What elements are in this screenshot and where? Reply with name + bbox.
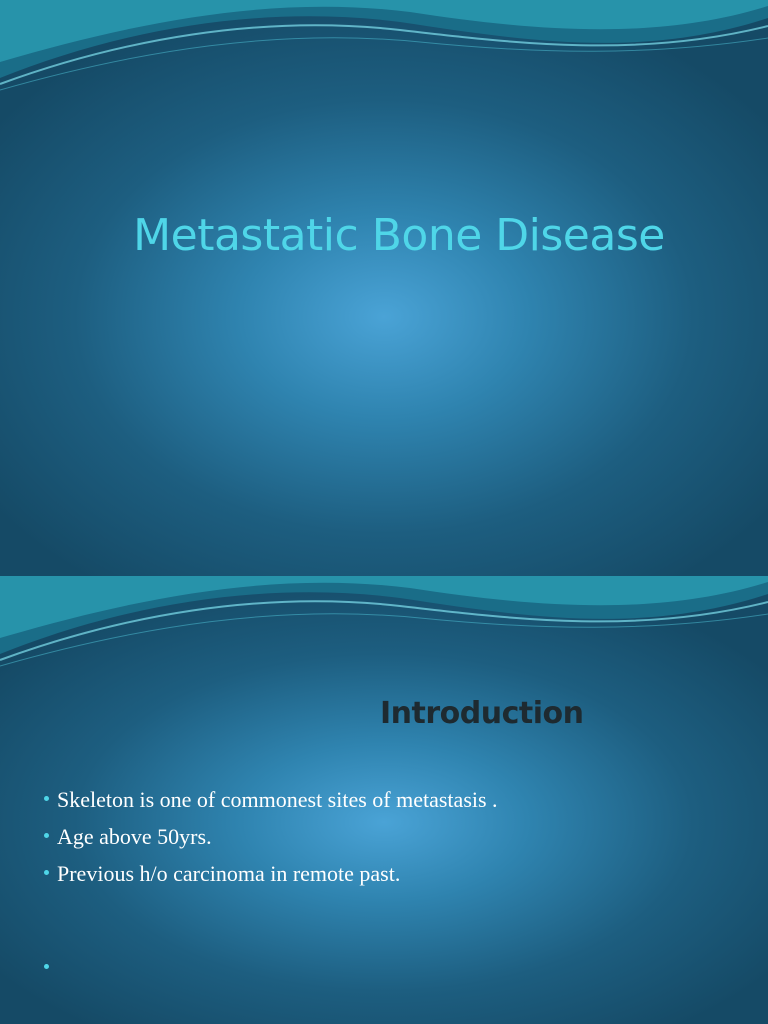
bullet-icon bbox=[44, 833, 49, 838]
slide-title: Metastatic Bone Disease bbox=[133, 210, 665, 261]
bullet-icon bbox=[44, 964, 49, 969]
list-item bbox=[44, 818, 498, 855]
wave-decoration bbox=[0, 576, 768, 686]
wave-decoration bbox=[0, 0, 768, 110]
bullet-icon bbox=[44, 796, 49, 801]
bullet-list bbox=[44, 781, 498, 892]
slide-heading: Introduction bbox=[380, 696, 584, 731]
bullet-icon bbox=[44, 870, 49, 875]
list-item bbox=[44, 781, 498, 818]
list-item bbox=[44, 855, 498, 892]
bullet-text: Skeleton is one of commonest sites of metastasis . bbox=[57, 787, 498, 812]
introduction-slide bbox=[0, 576, 768, 1024]
bullet-text: Age above 50yrs. bbox=[57, 824, 212, 849]
bullet-text: Previous h/o carcinoma in remote past. bbox=[57, 861, 401, 886]
